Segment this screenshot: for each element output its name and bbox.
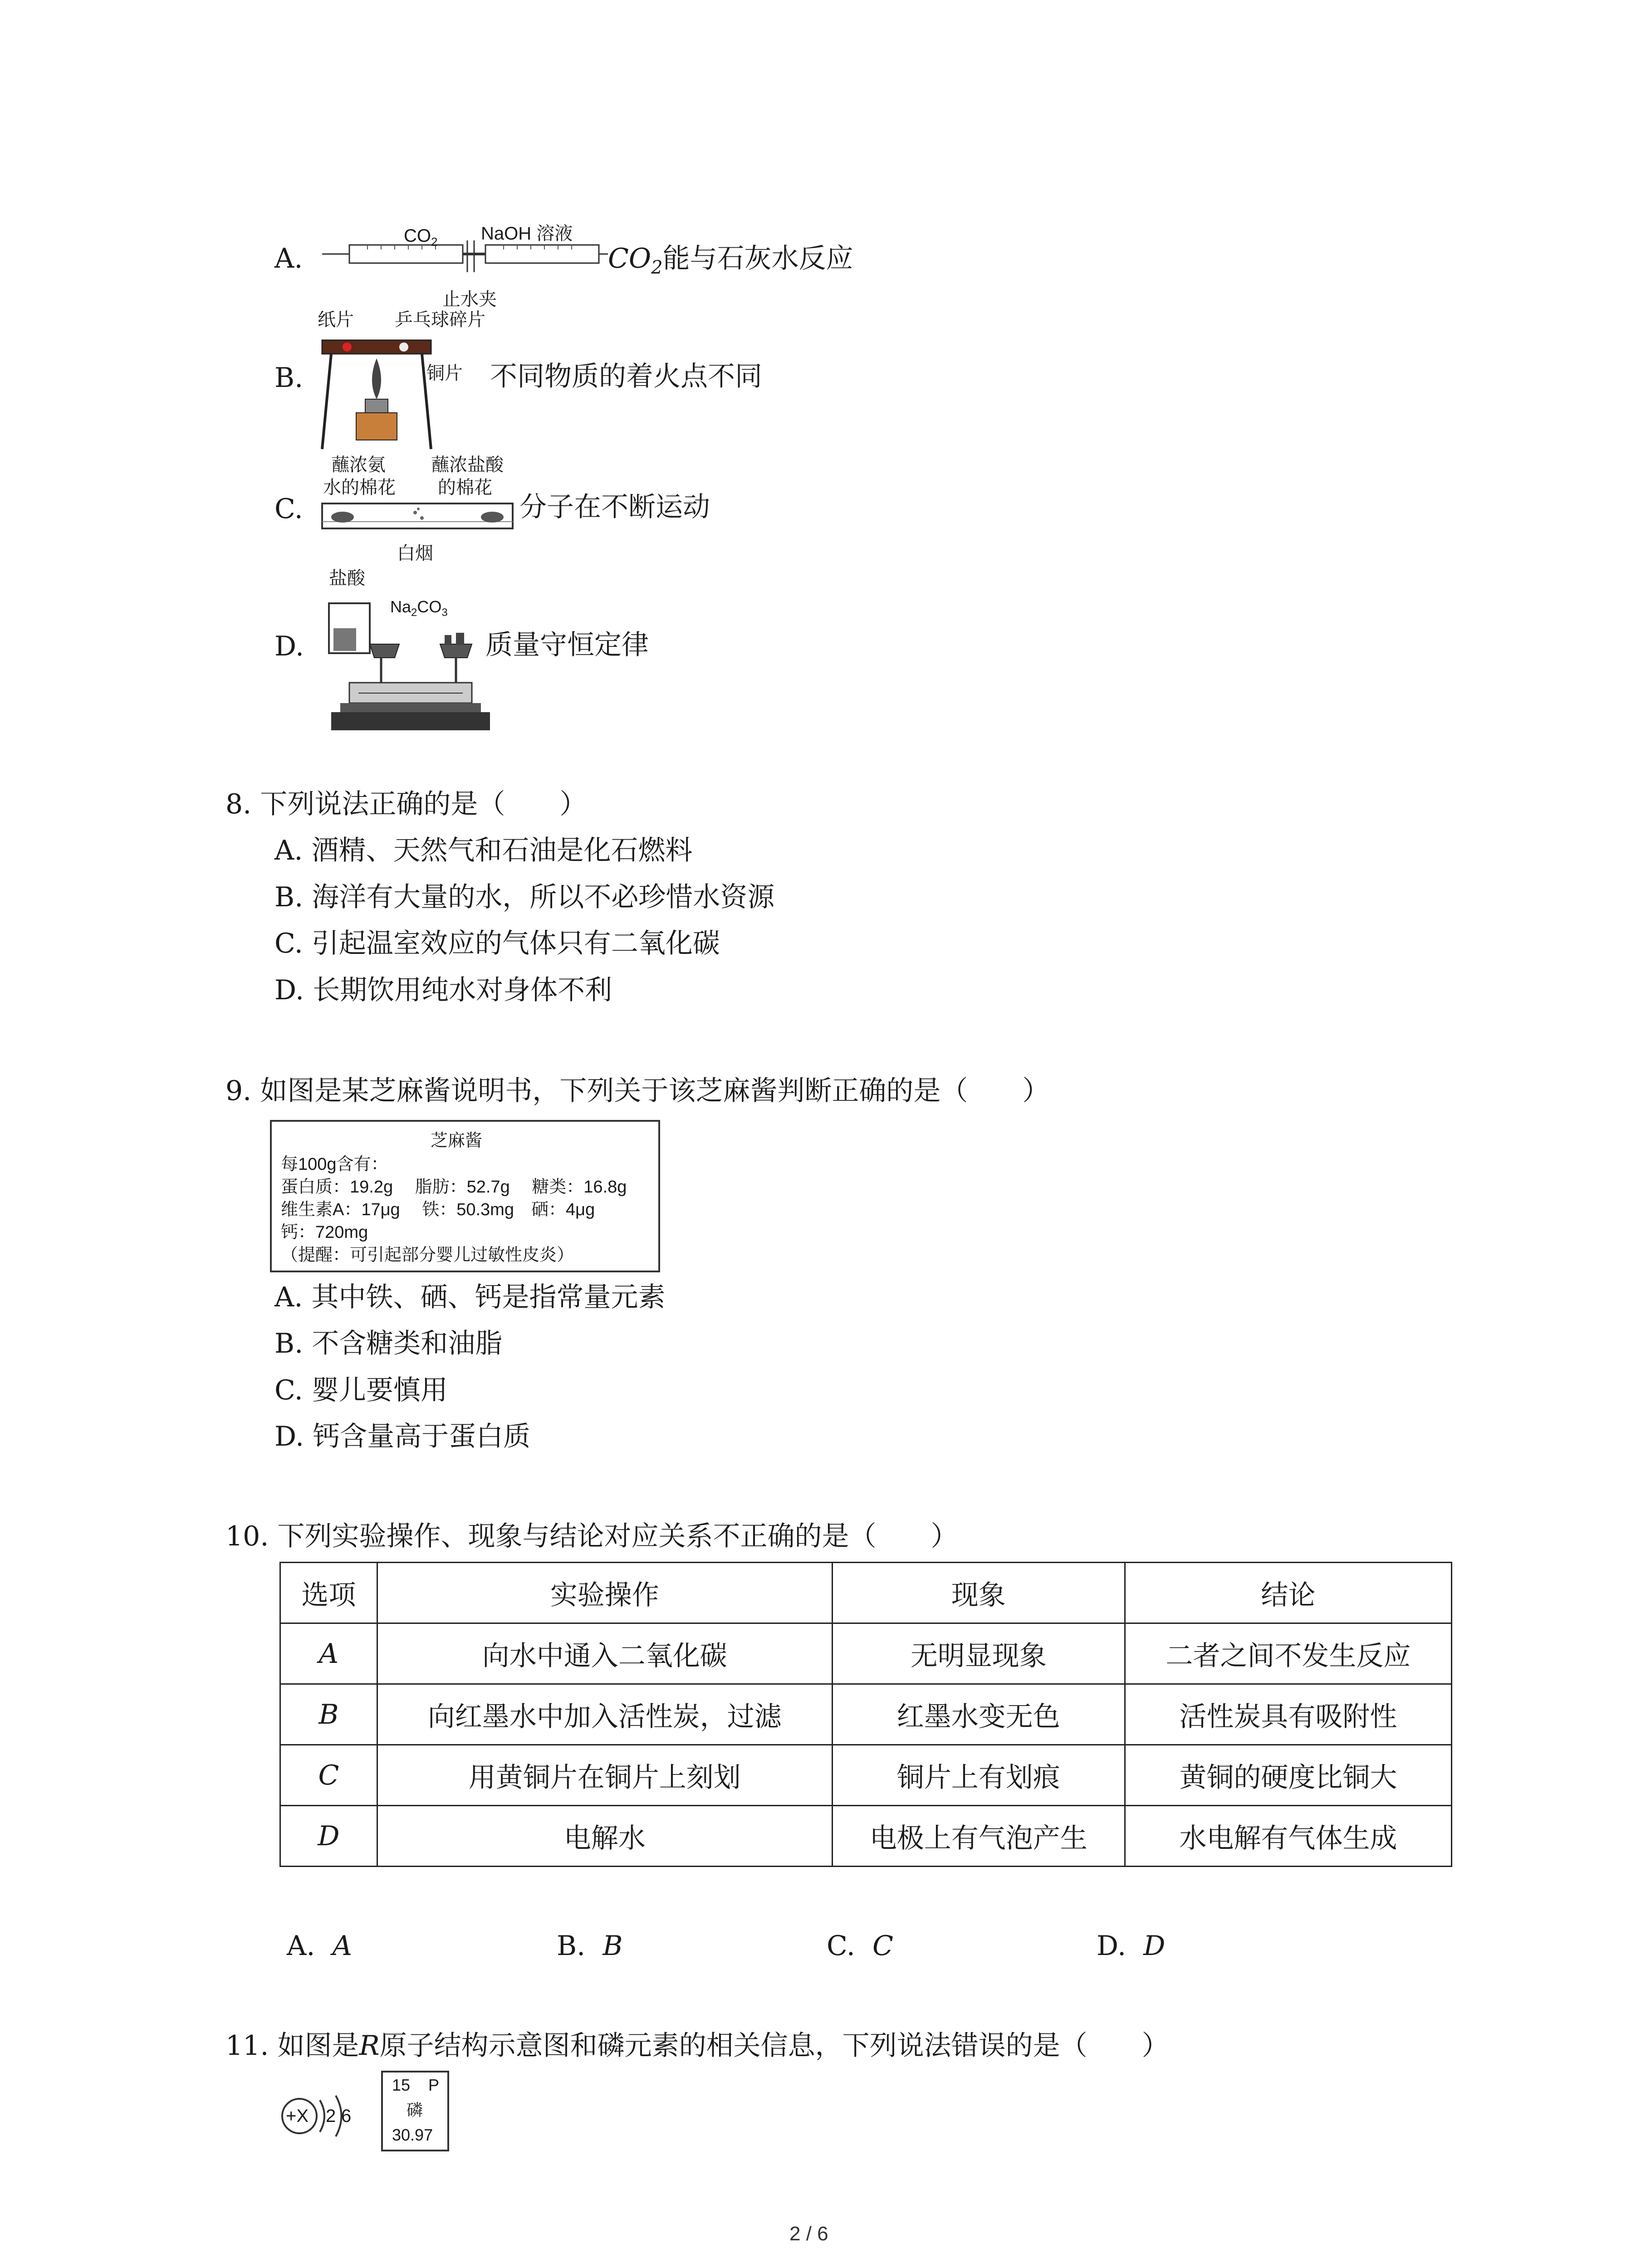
element-name: 磷 bbox=[407, 2101, 423, 2119]
na2co3-label: $Na_2CO_3$ bbox=[390, 597, 448, 619]
element-symbol: P bbox=[428, 2076, 440, 2094]
label-line5: （提醒：可引起部分婴儿过敏性皮炎） bbox=[281, 1246, 574, 1265]
q8-option-c: C. 引起温室效应的气体只有二氧化碳 bbox=[274, 928, 720, 959]
q9-option-d: D. 钙含量高于蛋白质 bbox=[274, 1421, 531, 1452]
acid-label: 盐酸 bbox=[329, 568, 365, 588]
q10-stem: 10. 下列实验操作、现象与结论对应关系不正确的是（ ） bbox=[225, 1520, 958, 1552]
table-row bbox=[280, 1684, 1452, 1745]
q7-option-c-conclusion: 分子在不断运动 bbox=[519, 491, 710, 523]
row-conclusion: 水电解有气体生成 bbox=[1125, 1806, 1451, 1867]
shell1-count: 2 bbox=[326, 2106, 336, 2126]
q7-option-b-letter: B. bbox=[274, 362, 304, 394]
q9-option-a: A. 其中铁、硒、钙是指常量元素 bbox=[274, 1281, 666, 1313]
hcl-label-1: 蘸浓盐酸 bbox=[431, 455, 504, 475]
row-operation: 向红墨水中加入活性炭，过滤 bbox=[377, 1684, 832, 1745]
smoke-label: 白烟 bbox=[397, 543, 433, 563]
label-line1: 每100g含有： bbox=[281, 1155, 388, 1174]
row-conclusion: 活性炭具有吸附性 bbox=[1125, 1684, 1451, 1745]
q8-option-a: A. 酒精、天然气和石油是化石燃料 bbox=[274, 835, 693, 866]
hcl-label-2: 的棉花 bbox=[438, 478, 492, 498]
element-info-box bbox=[381, 2071, 449, 2151]
table-row bbox=[280, 1806, 1452, 1867]
q7-option-d-letter: D. bbox=[274, 631, 304, 662]
ammonia-label-2: 水的棉花 bbox=[323, 478, 396, 498]
q10-answer-a: A. A bbox=[287, 1930, 352, 1962]
row-letter: D bbox=[280, 1806, 377, 1867]
q9-stem: 9. 如图是某芝麻酱说明书，下列关于该芝麻酱判断正确的是（ ） bbox=[225, 1075, 1050, 1107]
q9-option-c: C. 婴儿要慎用 bbox=[274, 1374, 448, 1406]
q7-option-a-conclusion: $CO_2$能与石灰水反应 bbox=[608, 243, 853, 278]
row-phenomenon: 电极上有气泡产生 bbox=[832, 1806, 1125, 1867]
row-phenomenon: 铜片上有划痕 bbox=[832, 1745, 1125, 1806]
row-conclusion: 二者之间不发生反应 bbox=[1125, 1623, 1451, 1684]
q7-option-d-conclusion: 质量守恒定律 bbox=[485, 629, 649, 661]
label-line2: 蛋白质：19.2g 脂肪：52.7g 糖类：16.8g bbox=[281, 1178, 627, 1197]
table-row bbox=[280, 1623, 1452, 1684]
q8-option-b: B. 海洋有大量的水，所以不必珍惜水资源 bbox=[274, 881, 775, 913]
label-line3: 维生素A：17μg 铁：50.3mg 硒：4μg bbox=[281, 1200, 595, 1219]
atomic-mass: 30.97 bbox=[392, 2126, 433, 2144]
copper-label: 铜片 bbox=[426, 363, 463, 383]
q11-stem: 11. 如图是R原子结构示意图和磷元素的相关信息，下列说法错误的是（ ） bbox=[225, 2030, 1169, 2062]
ammonia-label-1: 蘸浓氨 bbox=[331, 455, 386, 475]
burning-tripod-diagram bbox=[313, 331, 440, 458]
sesame-paste-label-box bbox=[270, 1120, 660, 1272]
label-line4: 钙：720mg bbox=[281, 1223, 368, 1242]
table-row bbox=[280, 1745, 1452, 1806]
paper-label: 纸片 bbox=[318, 310, 354, 330]
row-operation: 向水中通入二氧化碳 bbox=[377, 1623, 832, 1684]
row-letter: B bbox=[280, 1684, 377, 1745]
pingpong-label: 乒乓球碎片 bbox=[395, 310, 485, 330]
header-phenomenon: 现象 bbox=[832, 1563, 1125, 1623]
q10-answer-c: C. C bbox=[827, 1930, 893, 1962]
clip-label: 止水夹 bbox=[442, 289, 497, 309]
header-option: 选项 bbox=[280, 1563, 377, 1623]
row-operation: 用黄铜片在铜片上刻划 bbox=[377, 1745, 832, 1806]
row-conclusion: 黄铜的硬度比铜大 bbox=[1125, 1745, 1451, 1806]
diffusion-tube-diagram bbox=[318, 499, 517, 533]
balance-scale-diagram bbox=[327, 590, 490, 735]
q7-option-c-letter: C. bbox=[274, 493, 303, 525]
q8-stem: 8. 下列说法正确的是（ ） bbox=[225, 788, 587, 820]
q7-option-b-conclusion: 不同物质的着火点不同 bbox=[490, 361, 762, 392]
nucleus-label: +X bbox=[286, 2106, 309, 2126]
shell2-count: 6 bbox=[341, 2106, 352, 2126]
q9-option-b: B. 不含糖类和油脂 bbox=[274, 1328, 503, 1359]
header-operation: 实验操作 bbox=[377, 1563, 832, 1623]
page-number: 2 / 6 bbox=[789, 2223, 828, 2245]
q10-answer-b: B. B bbox=[557, 1930, 623, 1962]
row-phenomenon: 无明显现象 bbox=[832, 1623, 1125, 1684]
experiment-table bbox=[279, 1562, 1452, 1867]
q10-answer-d: D. D bbox=[1097, 1930, 1166, 1962]
naoh-label: NaOH 溶液 bbox=[481, 224, 573, 244]
atomic-number: 15 bbox=[392, 2076, 411, 2094]
co2-label: $CO_2$ bbox=[404, 226, 438, 249]
row-letter: C bbox=[280, 1745, 377, 1806]
row-phenomenon: 红墨水变无色 bbox=[832, 1684, 1125, 1745]
q8-option-d: D. 长期饮用纯水对身体不利 bbox=[274, 974, 612, 1006]
row-operation: 电解水 bbox=[377, 1806, 832, 1867]
label-title: 芝麻酱 bbox=[431, 1131, 483, 1150]
q7-option-a-letter: A. bbox=[274, 243, 303, 274]
table-header-row bbox=[280, 1563, 1452, 1623]
row-letter: A bbox=[280, 1623, 377, 1684]
header-conclusion: 结论 bbox=[1125, 1563, 1451, 1623]
